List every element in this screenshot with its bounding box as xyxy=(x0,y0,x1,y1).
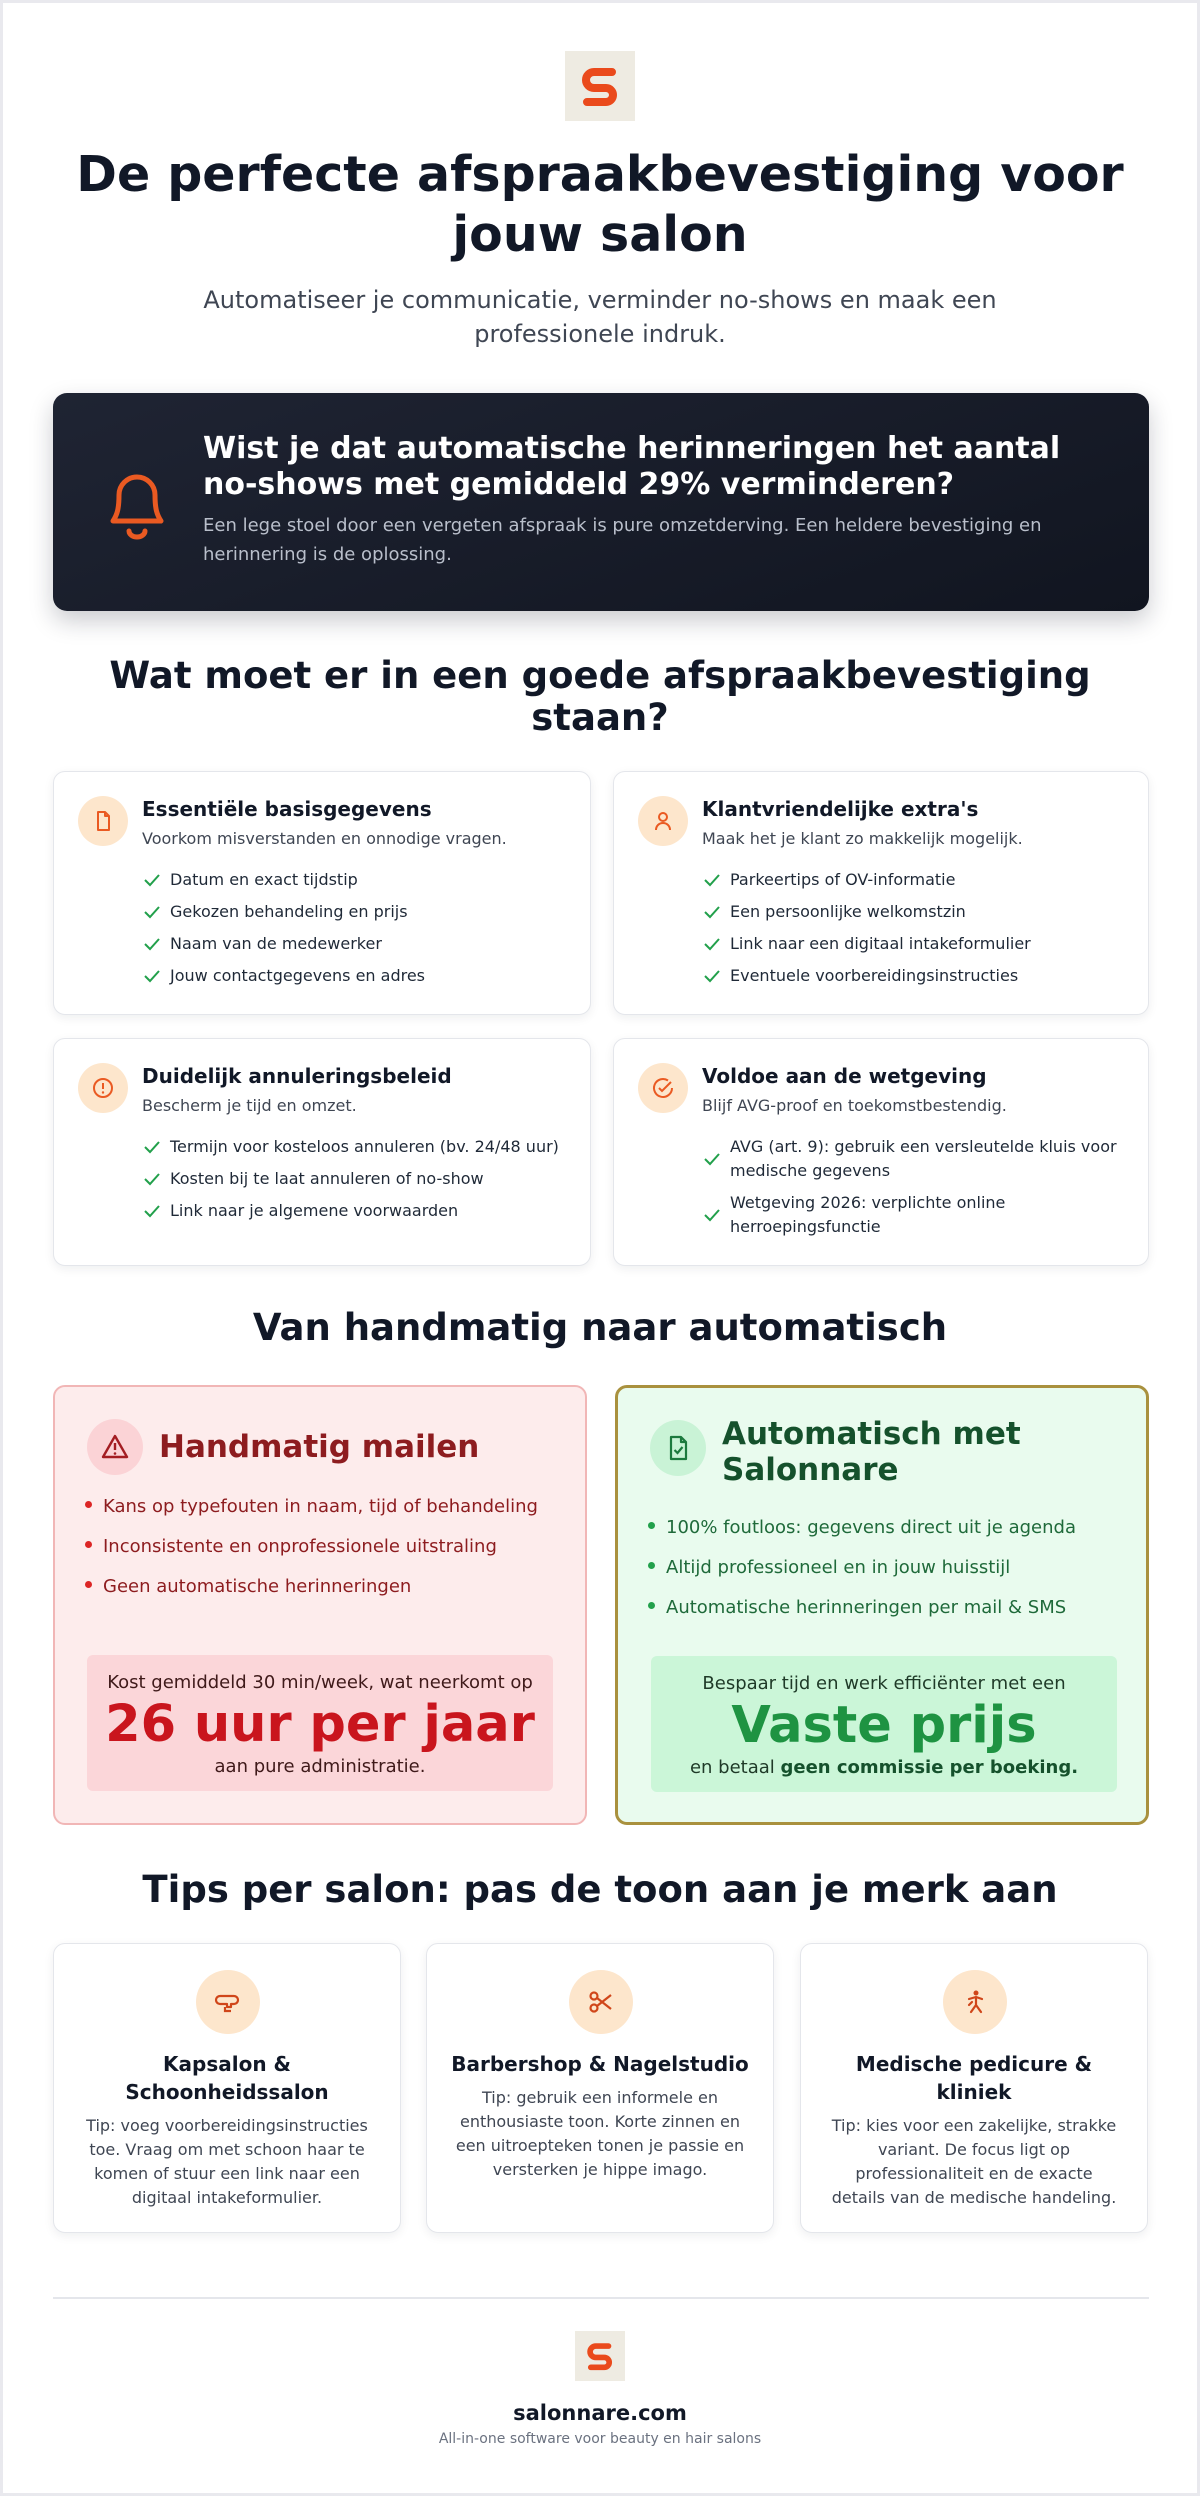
tip-text: Tip: kies voor een zakelijke, strakke variant. De focus ligt op professionaliteit en de exacte details van de medische handeling. xyxy=(831,2116,1117,2207)
tip-title: Kapsalon & Schoonheidssalon xyxy=(125,2052,329,2104)
check-icon xyxy=(702,934,722,954)
cost-intro: Kost gemiddeld 30 min/week, wat neerkomt op xyxy=(107,1672,533,1693)
check-icon xyxy=(142,1169,162,1189)
comparison-heading: Van handmatig naar automatisch xyxy=(252,1306,948,1349)
auto-price-box xyxy=(651,1656,1117,1792)
card-title: Duidelijk annuleringsbeleid xyxy=(142,1064,452,1088)
tip-text: Tip: voeg voorbereidingsinstructies toe. Vraag om met schoon haar te komen of stuur een link naar een digitaal intakeformulier. xyxy=(86,2116,368,2207)
tips-heading: Tips per salon: pas de toon aan je merk aan xyxy=(142,1868,1058,1911)
list-item-label: Termijn voor kosteloos annuleren (bv. 24/48 uur) xyxy=(170,1137,559,1156)
check-icon xyxy=(142,870,162,890)
tip-card-medical xyxy=(800,1943,1148,2233)
salonnare-s-logo-icon xyxy=(576,62,624,110)
salonnare-s-logo-icon xyxy=(583,2339,617,2373)
checklist xyxy=(142,1135,572,1231)
list-item-label: Jouw contactgegevens en adres xyxy=(170,966,426,985)
card-title: Essentiële basisgegevens xyxy=(142,797,432,821)
check-icon xyxy=(702,870,722,890)
check-icon xyxy=(702,1149,722,1169)
card-desc: Maak het je klant zo makkelijk mogelijk. xyxy=(702,829,1023,848)
list-item-label: Link naar je algemene voorwaarden xyxy=(170,1201,459,1220)
list-item: Automatische herinneringen per mail & SMS xyxy=(648,1596,1126,1620)
list-item-label: Parkeertips of OV-informatie xyxy=(730,870,956,889)
warning-triangle-icon xyxy=(87,1419,143,1475)
tip-text: Tip: gebruik een informele en enthousiaste toon. Korte zinnen en een uitroepteken tonen je passie en versterken je hippe imago. xyxy=(455,2088,745,2179)
list-item xyxy=(142,964,572,988)
list-item-label: Datum en exact tijdstip xyxy=(170,870,358,889)
list-item xyxy=(702,964,1130,988)
page-subtitle: Automatiseer je communicatie, verminder no-shows en maak een professionele indruk. xyxy=(203,286,997,348)
list-item xyxy=(142,900,572,924)
checklist xyxy=(142,868,572,996)
list-item-label: AVG (art. 9): gebruik een versleutelde kluis voor medische gegevens xyxy=(730,1137,1117,1180)
alert-circle-icon xyxy=(78,1063,128,1113)
list-item xyxy=(142,1199,572,1223)
banner-text: Een lege stoel door een vergeten afspraak is pure omzetderving. Een heldere bevestiging en herinnering is de oplossing. xyxy=(203,515,1042,565)
list-item xyxy=(142,932,572,956)
checklist xyxy=(702,1135,1130,1247)
card-title: Klantvriendelijke extra's xyxy=(702,797,979,821)
cost-outro: aan pure administratie. xyxy=(214,1756,426,1777)
list-item: Kans op typefouten in naam, tijd of behandeling xyxy=(85,1495,565,1519)
check-circle-icon xyxy=(638,1063,688,1113)
bell-icon xyxy=(99,461,175,545)
list-item xyxy=(142,868,572,892)
cost-highlight: 26 uur per jaar xyxy=(105,1695,535,1754)
list-item-label: Naam van de medewerker xyxy=(170,934,382,953)
manual-bullets xyxy=(85,1495,565,1615)
auto-panel xyxy=(615,1385,1149,1825)
list-item xyxy=(702,1191,1130,1239)
tip-card-hair-salon xyxy=(53,1943,401,2233)
list-item-label: Wetgeving 2026: verplichte online herroepingsfunctie xyxy=(730,1193,1006,1236)
page xyxy=(3,3,1197,2493)
manual-panel xyxy=(53,1385,587,1825)
auto-bullets xyxy=(648,1516,1126,1636)
list-item-label: Eventuele voorbereidingsinstructies xyxy=(730,966,1019,985)
list-item xyxy=(702,1135,1130,1183)
card-desc: Voorkom misverstanden en onnodige vragen. xyxy=(142,829,507,848)
footer-logo xyxy=(575,2331,625,2381)
footer-tagline: All-in-one software voor beauty en hair salons xyxy=(438,2431,762,2447)
footer-divider xyxy=(53,2297,1149,2299)
page-title: De perfecte afspraakbevestiging voor jouw salon xyxy=(76,146,1124,263)
checklist xyxy=(702,868,1130,996)
accessibility-icon xyxy=(943,1970,1007,2034)
list-item xyxy=(702,900,1130,924)
scissors-icon xyxy=(569,1970,633,2034)
list-item: Altijd professioneel en in jouw huisstijl xyxy=(648,1556,1126,1580)
check-icon xyxy=(702,1205,722,1225)
banner-title: Wist je dat automatische herinneringen het aantal no-shows met gemiddeld 29% verminderen? xyxy=(203,431,1061,502)
manual-title: Handmatig mailen xyxy=(159,1429,480,1465)
list-item xyxy=(142,1135,572,1159)
file-check-icon xyxy=(650,1420,706,1476)
price-intro: Bespaar tijd en werk efficiënter met een xyxy=(702,1673,1066,1694)
stat-banner xyxy=(53,393,1149,611)
document-icon xyxy=(78,796,128,846)
check-icon xyxy=(142,1137,162,1157)
list-item: Geen automatische herinneringen xyxy=(85,1575,565,1599)
checklist-card-extras xyxy=(613,771,1149,1015)
card-desc: Bescherm je tijd en omzet. xyxy=(142,1096,357,1115)
price-outro-a: en betaal xyxy=(689,1757,781,1778)
checklist-card-cancellation xyxy=(53,1038,591,1266)
list-item-label: Gekozen behandeling en prijs xyxy=(170,902,408,921)
check-icon xyxy=(702,902,722,922)
checklist-heading: Wat moet er in een goede afspraakbevestiging staan? xyxy=(109,654,1091,739)
list-item-label: Kosten bij te laat annuleren of no-show xyxy=(170,1169,484,1188)
list-item: Inconsistente en onprofessionele uitstraling xyxy=(85,1535,565,1559)
check-icon xyxy=(702,966,722,986)
tip-title: Barbershop & Nagelstudio xyxy=(451,2052,749,2076)
price-outro-bold: geen commissie per boeking. xyxy=(780,1757,1079,1778)
check-icon xyxy=(142,966,162,986)
salonnare-logo xyxy=(565,51,635,121)
check-icon xyxy=(142,1201,162,1221)
auto-title: Automatisch met Salonnare xyxy=(722,1416,1021,1488)
user-icon xyxy=(638,796,688,846)
check-icon xyxy=(142,934,162,954)
checklist-card-legislation xyxy=(613,1038,1149,1266)
check-icon xyxy=(142,902,162,922)
footer-site-link[interactable]: salonnare.com xyxy=(513,2401,687,2425)
list-item: 100% foutloos: gegevens direct uit je agenda xyxy=(648,1516,1126,1540)
list-item xyxy=(702,868,1130,892)
manual-cost-box xyxy=(87,1655,553,1791)
list-item xyxy=(702,932,1130,956)
tip-title: Medische pedicure & kliniek xyxy=(855,2052,1093,2104)
list-item xyxy=(142,1167,572,1191)
card-desc: Blijf AVG-proof en toekomstbestendig. xyxy=(702,1096,1007,1115)
list-item-label: Link naar een digitaal intakeformulier xyxy=(730,934,1031,953)
card-title: Voldoe aan de wetgeving xyxy=(702,1064,987,1088)
tip-card-barbershop xyxy=(426,1943,774,2233)
hairdryer-icon xyxy=(196,1970,260,2034)
checklist-card-basics xyxy=(53,771,591,1015)
price-outro xyxy=(651,1756,1117,1780)
price-highlight: Vaste prijs xyxy=(731,1696,1037,1755)
list-item-label: Een persoonlijke welkomstzin xyxy=(730,902,966,921)
